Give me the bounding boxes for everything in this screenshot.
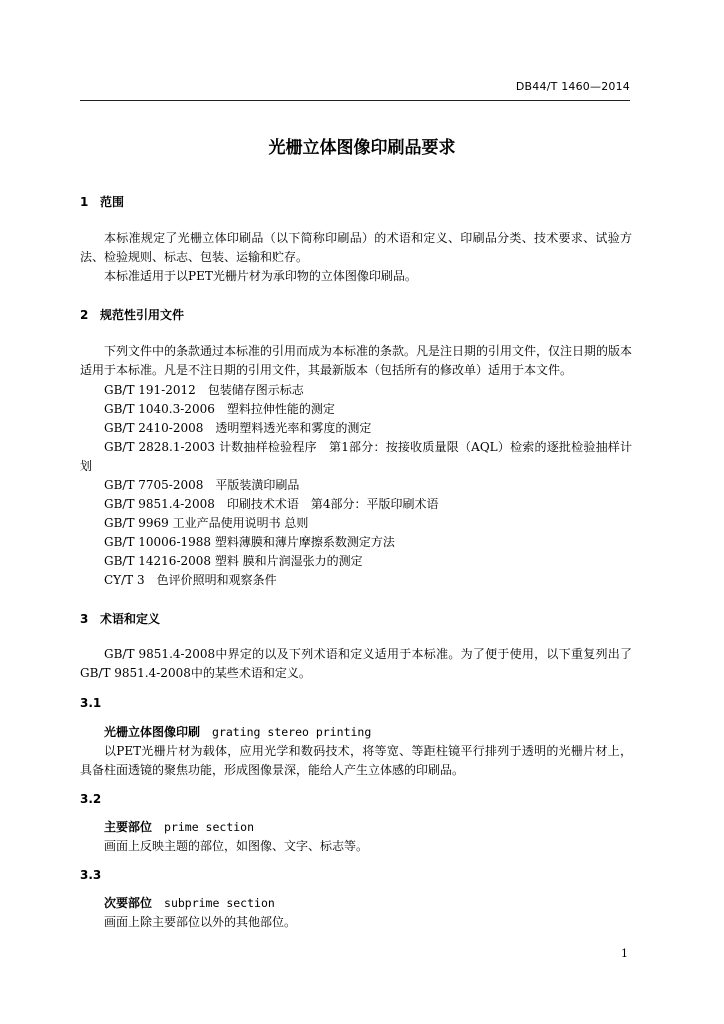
term-definition: 画面上反映主题的部位，如图像、文字、标志等。	[104, 839, 369, 853]
section-number: 1	[80, 195, 89, 209]
clause-number: 3.3	[80, 868, 102, 882]
reference-item: GB/T 14216-2008 塑料 膜和片润湿张力的测定	[104, 554, 363, 568]
term-english: prime section	[164, 820, 255, 834]
reference-item: CY/T 3 色评价照明和观察条件	[104, 573, 277, 587]
term-definition: 画面上除主要部位以外的其他部位。	[104, 915, 297, 929]
term-entry	[104, 818, 254, 835]
term-entry	[104, 894, 275, 911]
term-chinese: 光栅立体图像印刷	[104, 725, 201, 739]
header-divider	[80, 100, 630, 101]
section-number: 3	[80, 612, 89, 626]
section-1-heading	[80, 193, 124, 210]
reference-item: GB/T 1040.3-2006 塑料拉伸性能的测定	[104, 402, 335, 416]
reference-item: GB/T 9969 工业产品使用说明书 总则	[104, 516, 309, 530]
reference-item: GB/T 9851.4-2008 印刷技术术语 第4部分：平版印刷术语	[104, 497, 439, 511]
clause-number: 3.1	[80, 696, 102, 710]
reference-item: GB/T 10006-1988 塑料薄膜和薄片摩擦系数测定方法	[104, 535, 395, 549]
section-1-paragraph-1: 本标准规定了光栅立体印刷品（以下简称印刷品）的术语和定义、印刷品分类、技术要求、试验方法、检验规则、标志、包装、运输和贮存。	[80, 231, 632, 264]
term-chinese: 次要部位	[104, 896, 153, 910]
reference-item: GB/T 2410-2008 透明塑料透光率和雾度的测定	[104, 421, 372, 435]
standard-code: DB44/T 1460—2014	[515, 80, 630, 93]
reference-item: GB/T 7705-2008 平版装潢印刷品	[104, 478, 300, 492]
document-title: 光栅立体图像印刷品要求	[268, 138, 456, 158]
term-definition: 以PET光栅片材为载体，应用光学和数码技术，将等宽、等距柱镜平行排列于透明的光栅片材上，具备柱面透镜的聚焦功能，形成图像景深，能给人产生立体感的印刷品。	[80, 744, 632, 777]
section-2-intro: 下列文件中的条款通过本标准的引用而成为本标准的条款。凡是注日期的引用文件，仅注日期的版本适用于本标准。凡是不注日期的引用文件，其最新版本（包括所有的修改单）适用于本文件。	[80, 344, 633, 377]
term-english: grating stereo printing	[212, 725, 372, 739]
section-3-heading	[80, 610, 160, 627]
section-title: 范围	[100, 195, 125, 209]
section-2-heading	[80, 306, 184, 323]
clause-number: 3.2	[80, 792, 102, 806]
page-number: 1	[621, 947, 628, 960]
section-3-intro: GB/T 9851.4-2008中界定的以及下列术语和定义适用于本标准。为了便于使用，以下重复列出了GB/T 9851.4-2008中的某些术语和定义。	[80, 647, 632, 680]
section-number: 2	[80, 308, 89, 322]
reference-item: GB/T 2828.1-2003 计数抽样检验程序 第1部分：按接收质量限（AQL）检索的逐批检验抽样计划	[80, 440, 632, 473]
term-english: subprime section	[164, 896, 275, 910]
section-title: 规范性引用文件	[100, 308, 185, 322]
term-entry	[104, 723, 371, 740]
reference-item: GB/T 191-2012 包装储存图示标志	[104, 383, 304, 397]
section-1-paragraph-2: 本标准适用于以PET光栅片材为承印物的立体图像印刷品。	[104, 269, 417, 283]
section-title: 术语和定义	[100, 612, 161, 626]
term-chinese: 主要部位	[104, 820, 153, 834]
